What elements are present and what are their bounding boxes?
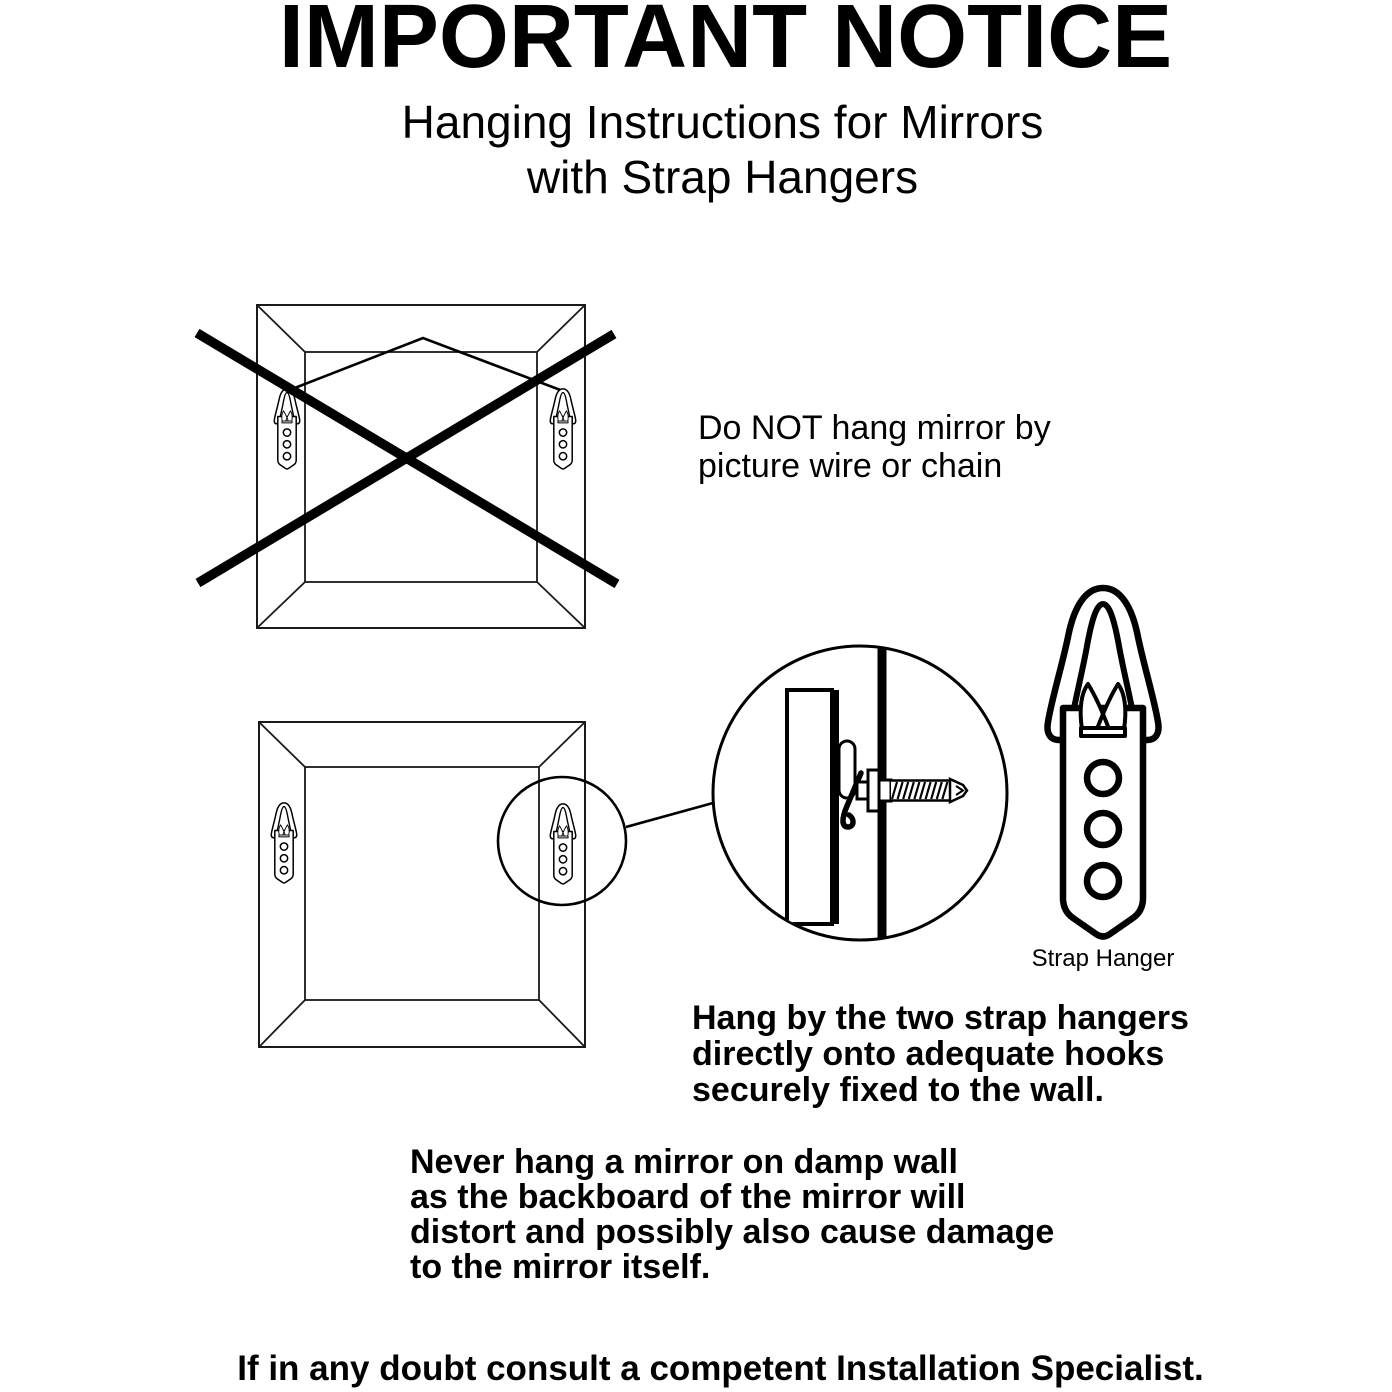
- page-title: IMPORTANT NOTICE: [278, 0, 1173, 87]
- strap-hanger-icon: [274, 389, 300, 469]
- do-not-caption: [698, 409, 1051, 485]
- never-hang-line-2: as the backboard of the mirror will: [410, 1178, 966, 1216]
- do-not-line-1: Do NOT hang mirror by: [698, 409, 1051, 447]
- footer-note: If in any doubt consult a competent Installation Specialist.: [237, 1349, 1204, 1388]
- strap-hanger-icon: [271, 803, 297, 883]
- never-hang-line-4: to the mirror itself.: [410, 1248, 711, 1286]
- strap-hanger-icon: [1047, 588, 1158, 937]
- never-hang-line-1: Never hang a mirror on damp wall: [410, 1143, 958, 1181]
- screw-flange: [868, 770, 879, 811]
- hang-by-caption: [692, 1000, 1189, 1108]
- picture-wire: [287, 338, 563, 391]
- subtitle-line-1: Hanging Instructions for Mirrors: [401, 96, 1044, 148]
- hang-by-line-2: directly onto adequate hooks: [692, 1035, 1165, 1073]
- never-hang-caption: [410, 1145, 1054, 1285]
- strap-hanger-large-icon: [1043, 580, 1163, 942]
- page-subtitle: [53, 95, 1392, 205]
- hook-detail-figure: [703, 636, 1019, 950]
- never-hang-line-3: distort and possibly also cause damage: [410, 1213, 1055, 1251]
- crossed-mirror-figure: [190, 300, 640, 645]
- strap-hanger-icon: [550, 389, 576, 469]
- strap-hanger-icon: [550, 804, 576, 884]
- subtitle-line-2: with Strap Hangers: [526, 151, 919, 203]
- do-not-line-2: picture wire or chain: [698, 447, 1003, 485]
- mirror-strap-hangers-figure: [240, 700, 720, 1060]
- mirror-frame-back: [259, 722, 585, 1047]
- frame-cross-section: [787, 690, 832, 924]
- hang-by-line-1: Hang by the two strap hangers: [692, 999, 1189, 1037]
- hang-by-line-3: securely fixed to the wall.: [692, 1071, 1104, 1109]
- callout-connector-line: [626, 803, 713, 827]
- strap-hanger-label: Strap Hanger: [1031, 945, 1175, 972]
